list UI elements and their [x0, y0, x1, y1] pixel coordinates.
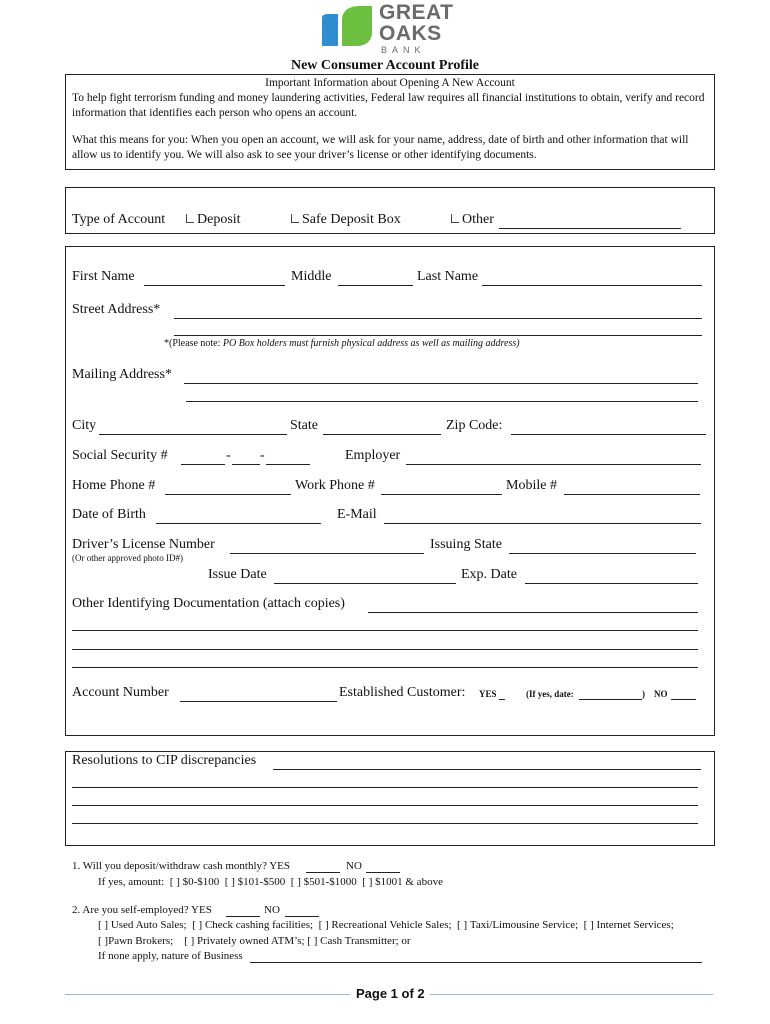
- option-cash-transmitter[interactable]: [ ] Cash Transmitter; or: [307, 935, 411, 947]
- internet-services-label: Internet Services;: [596, 919, 674, 931]
- question-2-options-row-2: [98, 935, 411, 947]
- other-id-label: Other Identifying Documentation (attach copies): [72, 596, 345, 611]
- po-box-note: [164, 338, 520, 349]
- established-no-line[interactable]: [671, 699, 696, 700]
- email-label: E-Mail: [337, 507, 377, 522]
- question-2-text: 2. Are you self-employed? YES: [72, 904, 212, 916]
- middle-name-field[interactable]: [338, 285, 413, 286]
- mobile-label: Mobile #: [506, 478, 557, 493]
- resolutions-label: Resolutions to CIP discrepancies: [72, 753, 257, 768]
- amount-101-500-label: $101-$500: [237, 876, 286, 888]
- employer-field[interactable]: [406, 464, 701, 465]
- other-id-field-3[interactable]: [72, 649, 698, 650]
- zip-code-label: Zip Code:: [446, 418, 503, 433]
- question-1-no-field[interactable]: [366, 872, 400, 873]
- ssn-separator-1: -: [226, 448, 231, 463]
- dl-number-field[interactable]: [230, 553, 424, 554]
- street-address-field-1[interactable]: [174, 318, 702, 319]
- street-address-field-2[interactable]: [174, 335, 702, 336]
- city-label: City: [72, 418, 97, 433]
- dob-field[interactable]: [156, 523, 321, 524]
- question-1-no-label: NO: [346, 860, 362, 872]
- private-atms-label: Privately owned ATM’s;: [196, 935, 305, 947]
- last-name-label: Last Name: [417, 269, 479, 284]
- form-title: New Consumer Account Profile: [290, 58, 480, 73]
- other-account-type-line[interactable]: [499, 228, 681, 229]
- cash-transmitter-label: Cash Transmitter; or: [320, 935, 411, 947]
- footer-rule-right: [430, 994, 713, 995]
- other-id-field-1[interactable]: [368, 612, 698, 613]
- issuing-state-field[interactable]: [509, 553, 696, 554]
- option-used-auto-sales[interactable]: [ ] Used Auto Sales;: [98, 919, 187, 931]
- state-field[interactable]: [323, 434, 441, 435]
- question-1-yes-field[interactable]: [306, 872, 340, 873]
- option-taxi-limousine[interactable]: [ ] Taxi/Limousine Service;: [454, 919, 579, 931]
- resolutions-field-1[interactable]: [273, 769, 701, 770]
- checkbox-icon: [186, 214, 194, 223]
- option-internet-services[interactable]: [ ] Internet Services;: [580, 919, 674, 931]
- last-name-field[interactable]: [482, 285, 702, 286]
- work-phone-field[interactable]: [381, 494, 502, 495]
- if-yes-date-label: (If yes, date:: [526, 689, 574, 699]
- recreational-vehicle-label: Recreational Vehicle Sales;: [331, 919, 452, 931]
- dl-number-label: Driver’s License Number: [72, 537, 215, 552]
- amount-option-0-100[interactable]: [ ] $0-$100: [167, 876, 220, 888]
- work-phone-label: Work Phone #: [295, 478, 375, 493]
- no-label: NO: [654, 689, 668, 699]
- other-label: Other: [462, 212, 494, 227]
- question-2-options-row-1: [98, 919, 674, 931]
- question-1-text: 1. Will you deposit/withdraw cash monthly? YES: [72, 860, 291, 872]
- issue-date-field[interactable]: [274, 583, 456, 584]
- dl-note: (Or other approved photo ID#): [72, 553, 183, 563]
- home-phone-label: Home Phone #: [72, 478, 156, 493]
- issuing-state-label: Issuing State: [430, 537, 502, 552]
- ssn-separator-2: -: [260, 448, 265, 463]
- deposit-checkbox[interactable]: [186, 212, 241, 228]
- option-check-cashing[interactable]: [ ] Check cashing facilities;: [189, 919, 314, 931]
- amount-option-1001-above[interactable]: [ ] $1001 & above: [359, 876, 443, 888]
- question-2-no-field[interactable]: [285, 916, 319, 917]
- option-pawn-brokers[interactable]: [ ]Pawn Brokers;: [98, 935, 174, 947]
- dob-label: Date of Birth: [72, 507, 146, 522]
- home-phone-field[interactable]: [165, 494, 291, 495]
- checkbox-icon: [451, 214, 459, 223]
- other-id-field-4[interactable]: [72, 667, 698, 668]
- info-heading: Important Information about Opening A New Account: [265, 77, 515, 89]
- amount-1001-above-label: $1001 & above: [375, 876, 443, 888]
- exp-date-field[interactable]: [525, 583, 698, 584]
- important-info-box: [65, 74, 715, 170]
- established-no-option[interactable]: [654, 689, 668, 699]
- first-name-label: First Name: [72, 269, 135, 284]
- resolutions-field-3[interactable]: [72, 805, 698, 806]
- info-paragraph-2: What this means for you: When you open an account, we will ask for your name, address, date of birth and other information that will allow us to identify you. We will also ask to see your driver’s license or other identifying documents.: [72, 134, 689, 161]
- established-yes-line[interactable]: [499, 699, 505, 700]
- footer-rule-left: [65, 994, 350, 995]
- pawn-brokers-label: Pawn Brokers;: [108, 935, 174, 947]
- amount-0-100-label: $0-$100: [182, 876, 220, 888]
- amount-option-501-1000[interactable]: [ ] $501-$1000: [288, 876, 357, 888]
- question-2-no-label: NO: [264, 904, 280, 916]
- logo-wordmark-oaks: OAKS: [379, 22, 442, 45]
- established-date-close: ): [642, 689, 645, 699]
- yes-label: YES: [479, 689, 497, 699]
- info-paragraph-1: To help fight terrorism funding and money laundering activities, Federal law requires all financial institutions to obtain, verify and record information that identifies each person who opens an account.: [72, 92, 705, 119]
- other-id-field-2[interactable]: [72, 630, 698, 631]
- page-number: Page 1 of 2: [356, 986, 425, 1001]
- established-date-label: [526, 689, 574, 699]
- mailing-address-label: Mailing Address*: [72, 367, 172, 382]
- street-address-label: Street Address*: [72, 302, 161, 317]
- po-box-note-prefix: *(Please note:: [164, 338, 223, 349]
- middle-name-label: Middle: [291, 269, 332, 284]
- city-field[interactable]: [99, 434, 287, 435]
- email-field[interactable]: [384, 523, 701, 524]
- resolutions-field-2[interactable]: [72, 787, 698, 788]
- used-auto-sales-label: Used Auto Sales;: [110, 919, 187, 931]
- option-recreational-vehicle[interactable]: [ ] Recreational Vehicle Sales;: [315, 919, 452, 931]
- question-1-amounts: [98, 876, 443, 888]
- ssn-label: Social Security #: [72, 448, 168, 463]
- safe-deposit-box-label: Safe Deposit Box: [302, 212, 401, 227]
- check-cashing-label: Check cashing facilities;: [204, 919, 314, 931]
- applicant-info-box: [65, 246, 715, 736]
- nature-of-business-field[interactable]: [250, 962, 702, 963]
- zip-code-field[interactable]: [511, 434, 706, 435]
- mobile-field[interactable]: [564, 494, 700, 495]
- checkbox-icon: [291, 214, 299, 223]
- established-customer-label: Established Customer:: [339, 685, 466, 700]
- question-2-yes-field[interactable]: [226, 916, 260, 917]
- established-date-field[interactable]: [579, 699, 642, 700]
- logo-wordmark-great: GREAT: [379, 1, 454, 24]
- mailing-address-field-1[interactable]: [184, 383, 698, 384]
- resolutions-field-4[interactable]: [72, 823, 698, 824]
- issue-date-label: Issue Date: [208, 567, 267, 582]
- account-number-label: Account Number: [72, 685, 169, 700]
- amount-501-1000-label: $501-$1000: [303, 876, 357, 888]
- amount-label: If yes, amount:: [98, 876, 165, 888]
- exp-date-label: Exp. Date: [461, 567, 517, 582]
- account-type-label: Type of Account: [72, 212, 166, 227]
- account-number-field[interactable]: [180, 701, 337, 702]
- state-label: State: [290, 418, 318, 433]
- ssn-field-part1[interactable]: [181, 464, 225, 465]
- deposit-label: Deposit: [197, 212, 241, 227]
- bank-logo-mark: [320, 4, 374, 50]
- mailing-address-field-2[interactable]: [186, 401, 698, 402]
- ssn-field-part2[interactable]: [232, 464, 260, 465]
- option-private-atms[interactable]: [ ] Privately owned ATM’s;: [184, 935, 305, 947]
- other-checkbox[interactable]: [451, 212, 494, 228]
- ssn-field-part3[interactable]: [266, 464, 310, 465]
- taxi-limousine-label: Taxi/Limousine Service;: [469, 919, 579, 931]
- safe-deposit-box-checkbox[interactable]: [291, 212, 401, 228]
- po-box-note-text: PO Box holders must furnish physical address as well as mailing address): [222, 338, 520, 349]
- employer-label: Employer: [345, 448, 401, 463]
- established-yes-option[interactable]: [479, 689, 497, 699]
- logo-wordmark-bank: BANK: [381, 45, 426, 55]
- amount-option-101-500[interactable]: [ ] $101-$500: [222, 876, 286, 888]
- first-name-field[interactable]: [144, 285, 285, 286]
- nature-of-business-label: If none apply, nature of Business: [98, 950, 243, 962]
